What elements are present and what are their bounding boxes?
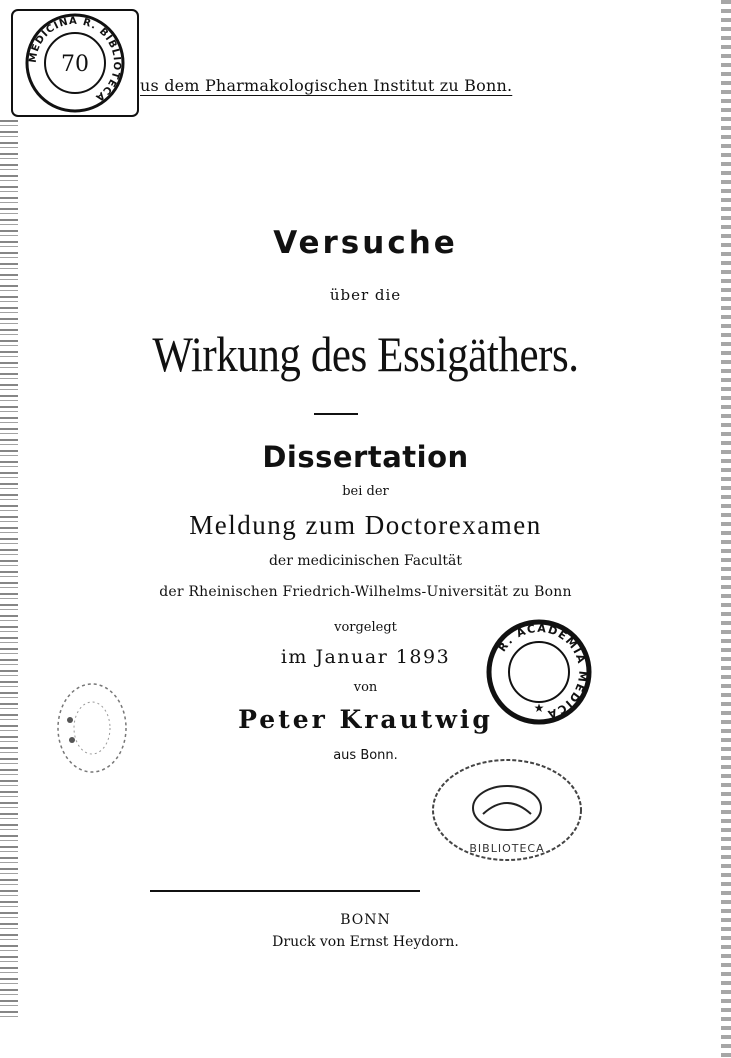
- dissertation-faculty: der medicinischen Facultät: [268, 553, 463, 569]
- dissertation-line-meldung: Meldung zum Doctorexamen: [189, 510, 542, 540]
- dissertation-line-bei: bei der: [342, 484, 389, 499]
- library-stamp-top-left: [10, 8, 140, 118]
- biblioteca-stamp-text: BIBLIOTECA: [469, 842, 545, 855]
- institute-header: us dem Pharmakologischen Institut zu Bonn.: [140, 76, 513, 95]
- title-divider: [314, 413, 358, 415]
- dissertation-von: von: [353, 680, 378, 695]
- academy-stamp-right: [484, 617, 594, 727]
- library-stamp-number: 70: [61, 52, 89, 77]
- author-name: Peter Krautwig: [238, 705, 493, 734]
- dissertation-heading: Dissertation: [262, 440, 469, 474]
- dissertation-university: der Rheinischen Friedrich-Wilhelms-Universität zu Bonn: [159, 584, 572, 600]
- biblioteca-oval-stamp: [428, 754, 586, 866]
- title-line-1: Versuche: [273, 225, 458, 261]
- faint-seal-left: [52, 678, 132, 778]
- title-main: Wirkung des Essigäthers.: [152, 326, 579, 382]
- title-line-2: über die: [329, 286, 402, 304]
- dissertation-vorgelegt: vorgelegt: [334, 620, 397, 635]
- imprint-city: BONN: [340, 912, 391, 928]
- library-stamp-ring-text: MEDICINA R. BIBLIOTECA: [27, 15, 123, 104]
- star-icon: ★: [533, 701, 545, 715]
- imprint-printer: Druck von Ernst Heydorn.: [272, 934, 459, 950]
- imprint-divider: [150, 890, 420, 892]
- author-origin: aus Bonn.: [333, 748, 398, 763]
- academy-stamp-ring-text: R. ACADEMIA MEDICA: [495, 621, 590, 722]
- dissertation-date: im Januar 1893: [280, 646, 451, 668]
